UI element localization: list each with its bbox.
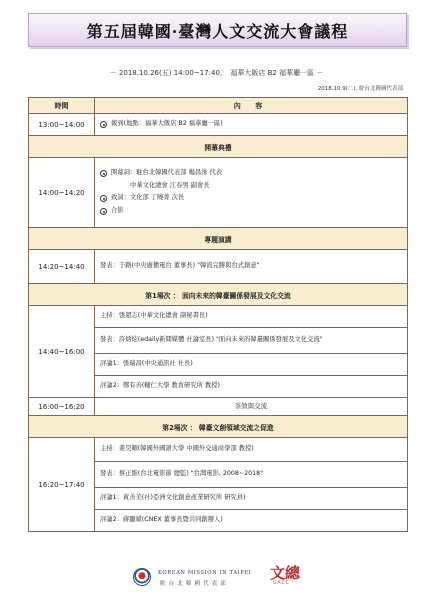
table-row [29,114,408,136]
bullet-circle-icon [100,121,107,128]
session2-moderator: 主持：姜昊順(韓國外國語大學 中國外交通商學部 教授) [95,438,408,462]
band-opening: 開幕典禮 [29,136,408,158]
event-date-line [0,68,433,78]
welcome-speaker-2: 中華文化總會 江春男 副會長 [130,181,210,189]
session1-discussant2: 評論2：鄭有善(輔仁大學 教育研究所 教授) [95,376,408,398]
page-title: 第五屆韓國·臺灣人文交流大會議程 [86,21,349,41]
date-line-suffix: － [316,69,324,77]
time-registration: 13:00~14:00 [29,114,95,136]
gacc-logo: 文總 [270,564,301,582]
time-opening: 14:00~14:20 [29,158,95,228]
opening-cell [95,158,408,228]
session1-moderator: 主持：張超志(中華文化總會 副秘書長) [95,306,408,328]
band-row [29,416,408,438]
time-break: 16:00~16:20 [29,398,95,416]
registration-text: 報到(地點：福華大飯店 B2 福華廳一區) [111,120,223,128]
event-datetime: 2018.10.26(五) 14:00~17:40, [118,69,223,77]
welcome-speaker-1: 駐台北韓國代表部 楊昌洙 代表 [136,169,223,177]
korean-mission-seal-icon [133,568,151,586]
band-row [29,228,408,250]
event-venue: 福華大飯店 B2 福華廳一區 [230,69,315,77]
time-session1: 14:40~16:00 [29,306,95,398]
keynote-text: 發表：于路(中央廣播電台 董事長) "韓流完勝與台式創意" [95,250,408,284]
table-row [29,438,408,462]
header-time: 時間 [29,98,95,114]
date-line-prefix: － [109,69,117,77]
table-row [29,250,408,284]
welcome-label: 開幕詞： [111,169,137,177]
title-banner [28,13,407,47]
band-row [29,284,408,306]
header-content: 內 容 [95,98,408,114]
session2-discussant2: 評論2：蔣顯斌(CNEX 董事長暨共同創辦人) [95,510,408,532]
band-keynote: 專題演講 [29,228,408,250]
session1-discussant1: 評論1：張瑞昌(中央通訊社 社長) [95,354,408,376]
time-session2: 16:20~17:40 [29,438,95,532]
band-row [29,136,408,158]
table-row [29,398,408,416]
photo-text: 合影 [111,207,124,215]
bullet-circle-icon [100,170,107,177]
mission-name-en: KOREAN MISSION IN TAIPEI [158,570,252,576]
session1-presenter: 發表：許炳炫(edaily新聞媒體 社論室長) "面向未來的韓臺關係發展及文化交流" [95,328,408,354]
session2-presenter: 發表：蔡正維(台北電影節 總監) "台灣電影, 2008~2018" [95,462,408,488]
gacc-logo-text: GACC [273,581,290,586]
bullet-circle-icon [100,195,107,202]
band-session1: 第1場次 ： 面向未來的韓臺關係發展及文化交流 [29,284,408,306]
bullet-circle-icon [100,208,107,215]
header-row [29,98,408,114]
table-row [29,306,408,328]
band-session2: 第2場次 ： 韓臺文創領域交流之促進 [29,416,408,438]
break-text: 茶敘與交流 [95,398,408,416]
publish-info: 2018.10.9(二), 駐台北韓國代表部 [317,86,403,92]
session2-discussant1: 評論1：黃善美(社)亞洲文化創意產業研究所 研究員) [95,488,408,510]
table-row [29,158,408,228]
footer-logos [0,560,433,596]
agenda-table [28,97,408,532]
congrats-text: 致詞：文化部 丁曉菁 次長 [111,194,185,202]
registration-cell [95,114,408,136]
mission-name-zh: 駐台北韓國代表部 [160,581,229,587]
time-keynote: 14:20~14:40 [29,250,95,284]
